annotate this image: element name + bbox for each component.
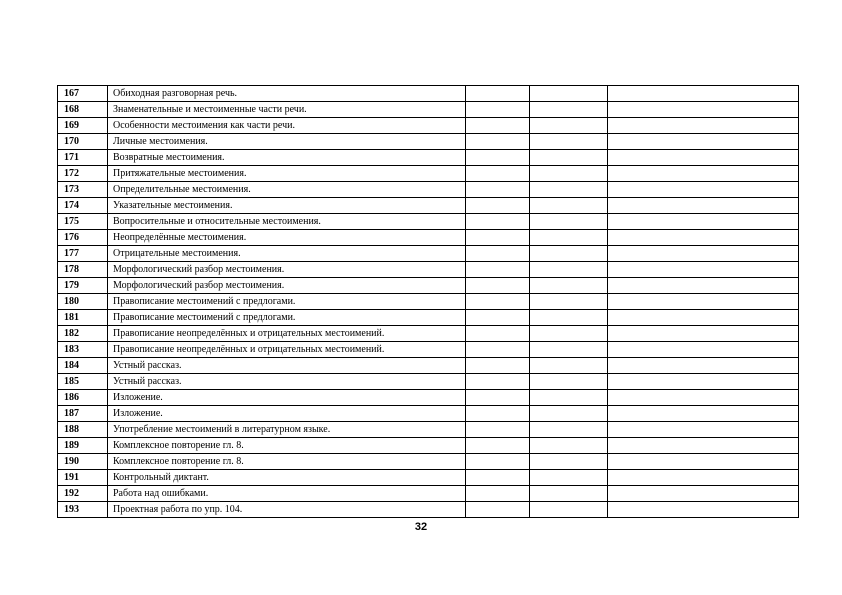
lesson-plan-table xyxy=(57,85,799,518)
empty-cell-1 xyxy=(466,118,530,134)
lesson-number: 175 xyxy=(58,214,108,230)
empty-cell-3 xyxy=(608,214,799,230)
empty-cell-1 xyxy=(466,134,530,150)
table-row xyxy=(58,262,799,278)
empty-cell-2 xyxy=(530,262,608,278)
lesson-topic: Правописание неопределённых и отрицательных местоимений. xyxy=(108,326,466,342)
empty-cell-3 xyxy=(608,86,799,102)
lesson-topic: Особенности местоимения как части речи. xyxy=(108,118,466,134)
empty-cell-1 xyxy=(466,262,530,278)
empty-cell-1 xyxy=(466,166,530,182)
empty-cell-1 xyxy=(466,326,530,342)
empty-cell-3 xyxy=(608,198,799,214)
table-row xyxy=(58,182,799,198)
lesson-topic: Устный рассказ. xyxy=(108,374,466,390)
lesson-topic: Правописание местоимений с предлогами. xyxy=(108,294,466,310)
empty-cell-3 xyxy=(608,246,799,262)
empty-cell-3 xyxy=(608,182,799,198)
table-row xyxy=(58,438,799,454)
lesson-topic: Правописание неопределённых и отрицательных местоимений. xyxy=(108,342,466,358)
lesson-number: 181 xyxy=(58,310,108,326)
table-row xyxy=(58,214,799,230)
lesson-topic: Вопросительные и относительные местоимения. xyxy=(108,214,466,230)
lesson-number: 182 xyxy=(58,326,108,342)
empty-cell-3 xyxy=(608,166,799,182)
lesson-number: 168 xyxy=(58,102,108,118)
page-number: 32 xyxy=(414,521,428,533)
empty-cell-1 xyxy=(466,294,530,310)
table-row xyxy=(58,374,799,390)
empty-cell-3 xyxy=(608,262,799,278)
empty-cell-1 xyxy=(466,486,530,502)
lesson-number: 167 xyxy=(58,86,108,102)
empty-cell-3 xyxy=(608,102,799,118)
table-row xyxy=(58,86,799,102)
empty-cell-1 xyxy=(466,86,530,102)
empty-cell-2 xyxy=(530,102,608,118)
table-row xyxy=(58,150,799,166)
empty-cell-1 xyxy=(466,454,530,470)
table-row xyxy=(58,278,799,294)
empty-cell-3 xyxy=(608,230,799,246)
lesson-topic: Комплексное повторение гл. 8. xyxy=(108,438,466,454)
lesson-topic: Устный рассказ. xyxy=(108,358,466,374)
empty-cell-2 xyxy=(530,134,608,150)
empty-cell-1 xyxy=(466,342,530,358)
lesson-topic: Отрицательные местоимения. xyxy=(108,246,466,262)
lesson-number: 171 xyxy=(58,150,108,166)
table-row xyxy=(58,102,799,118)
lesson-number: 174 xyxy=(58,198,108,214)
table-row xyxy=(58,486,799,502)
lesson-topic: Морфологический разбор местоимения. xyxy=(108,278,466,294)
lesson-topic: Неопределённые местоимения. xyxy=(108,230,466,246)
lesson-topic: Проектная работа по упр. 104. xyxy=(108,502,466,518)
empty-cell-1 xyxy=(466,102,530,118)
empty-cell-1 xyxy=(466,310,530,326)
empty-cell-1 xyxy=(466,150,530,166)
lesson-topic: Правописание местоимений с предлогами. xyxy=(108,310,466,326)
table-row xyxy=(58,406,799,422)
empty-cell-3 xyxy=(608,358,799,374)
lesson-number: 183 xyxy=(58,342,108,358)
lesson-topic: Работа над ошибками. xyxy=(108,486,466,502)
empty-cell-3 xyxy=(608,278,799,294)
lesson-number: 177 xyxy=(58,246,108,262)
empty-cell-2 xyxy=(530,278,608,294)
empty-cell-3 xyxy=(608,294,799,310)
lesson-topic: Употребление местоимений в литературном языке. xyxy=(108,422,466,438)
empty-cell-2 xyxy=(530,150,608,166)
empty-cell-3 xyxy=(608,374,799,390)
table-row xyxy=(58,326,799,342)
empty-cell-2 xyxy=(530,310,608,326)
lesson-number: 176 xyxy=(58,230,108,246)
empty-cell-3 xyxy=(608,150,799,166)
table-row xyxy=(58,454,799,470)
lesson-number: 180 xyxy=(58,294,108,310)
empty-cell-2 xyxy=(530,198,608,214)
empty-cell-2 xyxy=(530,118,608,134)
lesson-number: 169 xyxy=(58,118,108,134)
table-row xyxy=(58,422,799,438)
table-row xyxy=(58,342,799,358)
lesson-topic: Морфологический разбор местоимения. xyxy=(108,262,466,278)
lesson-topic: Личные местоимения. xyxy=(108,134,466,150)
empty-cell-2 xyxy=(530,86,608,102)
lesson-number: 172 xyxy=(58,166,108,182)
empty-cell-2 xyxy=(530,342,608,358)
empty-cell-3 xyxy=(608,486,799,502)
empty-cell-2 xyxy=(530,326,608,342)
lesson-topic: Изложение. xyxy=(108,390,466,406)
table-row xyxy=(58,502,799,518)
empty-cell-2 xyxy=(530,486,608,502)
empty-cell-3 xyxy=(608,438,799,454)
empty-cell-3 xyxy=(608,118,799,134)
lesson-topic: Изложение. xyxy=(108,406,466,422)
empty-cell-1 xyxy=(466,278,530,294)
lesson-number: 170 xyxy=(58,134,108,150)
lesson-topic: Притяжательные местоимения. xyxy=(108,166,466,182)
empty-cell-2 xyxy=(530,406,608,422)
empty-cell-1 xyxy=(466,198,530,214)
empty-cell-1 xyxy=(466,182,530,198)
empty-cell-1 xyxy=(466,374,530,390)
empty-cell-3 xyxy=(608,470,799,486)
table-row xyxy=(58,134,799,150)
lesson-number: 187 xyxy=(58,406,108,422)
empty-cell-2 xyxy=(530,438,608,454)
empty-cell-1 xyxy=(466,438,530,454)
empty-cell-1 xyxy=(466,230,530,246)
empty-cell-2 xyxy=(530,454,608,470)
empty-cell-2 xyxy=(530,166,608,182)
table-row xyxy=(58,470,799,486)
empty-cell-3 xyxy=(608,390,799,406)
empty-cell-2 xyxy=(530,422,608,438)
empty-cell-3 xyxy=(608,134,799,150)
empty-cell-1 xyxy=(466,502,530,518)
table-row xyxy=(58,294,799,310)
empty-cell-2 xyxy=(530,502,608,518)
empty-cell-2 xyxy=(530,246,608,262)
lesson-rows xyxy=(58,86,799,518)
empty-cell-1 xyxy=(466,390,530,406)
empty-cell-2 xyxy=(530,358,608,374)
empty-cell-3 xyxy=(608,310,799,326)
lesson-topic: Знаменательные и местоименные части речи. xyxy=(108,102,466,118)
lesson-topic: Указательные местоимения. xyxy=(108,198,466,214)
empty-cell-2 xyxy=(530,470,608,486)
table-row xyxy=(58,310,799,326)
empty-cell-2 xyxy=(530,390,608,406)
empty-cell-2 xyxy=(530,182,608,198)
table-row xyxy=(58,166,799,182)
lesson-number: 173 xyxy=(58,182,108,198)
lesson-number: 191 xyxy=(58,470,108,486)
table-row xyxy=(58,118,799,134)
lesson-number: 189 xyxy=(58,438,108,454)
lesson-number: 186 xyxy=(58,390,108,406)
empty-cell-3 xyxy=(608,406,799,422)
empty-cell-1 xyxy=(466,422,530,438)
empty-cell-3 xyxy=(608,342,799,358)
empty-cell-1 xyxy=(466,358,530,374)
lesson-number: 179 xyxy=(58,278,108,294)
lesson-number: 184 xyxy=(58,358,108,374)
table-row xyxy=(58,230,799,246)
table-row xyxy=(58,198,799,214)
empty-cell-2 xyxy=(530,374,608,390)
table-row xyxy=(58,390,799,406)
empty-cell-1 xyxy=(466,406,530,422)
lesson-topic: Обиходная разговорная речь. xyxy=(108,86,466,102)
lesson-number: 192 xyxy=(58,486,108,502)
table-row xyxy=(58,246,799,262)
empty-cell-3 xyxy=(608,454,799,470)
empty-cell-1 xyxy=(466,246,530,262)
lesson-number: 193 xyxy=(58,502,108,518)
empty-cell-2 xyxy=(530,294,608,310)
empty-cell-3 xyxy=(608,326,799,342)
table-row xyxy=(58,358,799,374)
lesson-topic: Комплексное повторение гл. 8. xyxy=(108,454,466,470)
lesson-number: 188 xyxy=(58,422,108,438)
empty-cell-2 xyxy=(530,230,608,246)
lesson-number: 185 xyxy=(58,374,108,390)
lesson-number: 190 xyxy=(58,454,108,470)
lesson-topic: Возвратные местоимения. xyxy=(108,150,466,166)
empty-cell-1 xyxy=(466,470,530,486)
lesson-number: 178 xyxy=(58,262,108,278)
lesson-topic: Контрольный диктант. xyxy=(108,470,466,486)
empty-cell-3 xyxy=(608,422,799,438)
empty-cell-1 xyxy=(466,214,530,230)
lesson-topic: Определительные местоимения. xyxy=(108,182,466,198)
empty-cell-3 xyxy=(608,502,799,518)
empty-cell-2 xyxy=(530,214,608,230)
